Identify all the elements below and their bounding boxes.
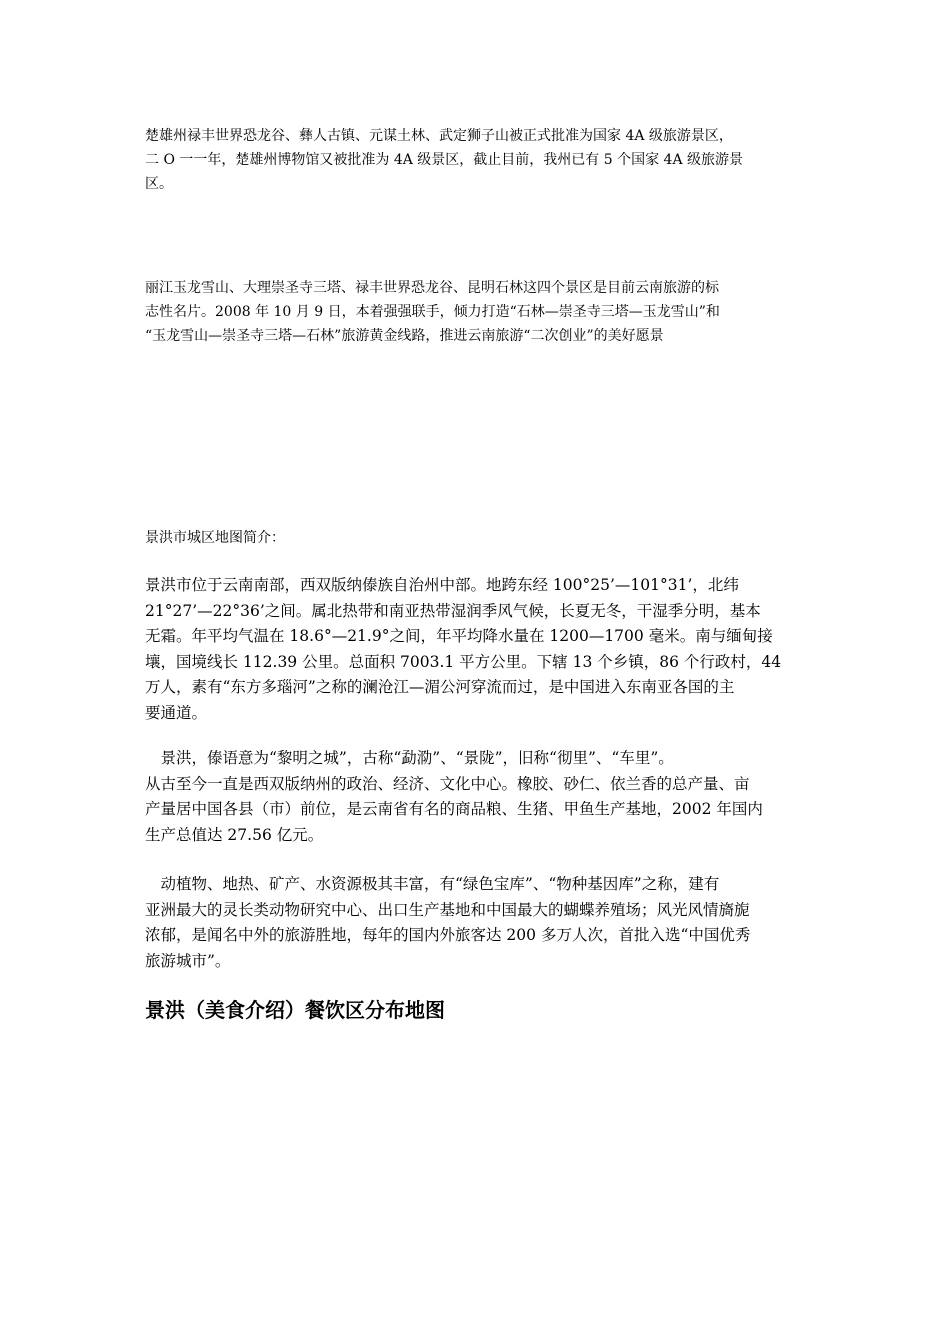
text-line: 景洪，傣语意为“黎明之城”，古称“勐泐”、“景陇”，旧称“彻里”、“车里”。 bbox=[145, 749, 674, 767]
text-line: 景洪市位于云南南部，西双版纳傣族自治州中部。地跨东经 100°25’—101°31’，北纬 bbox=[145, 576, 739, 594]
text-line: 楚雄州禄丰世界恐龙谷、彝人古镇、元谋土林、武定狮子山被正式批准为国家 4A 级旅游景区， bbox=[145, 128, 733, 144]
text-line: 壤，国境线长 112.39 公里。总面积 7003.1 平方公里。下辖 13 个乡镇，86 个行政村，44 bbox=[145, 652, 782, 671]
paragraph-yunnan-golden-route bbox=[145, 276, 815, 348]
section-heading-food-map: 景洪（美食介绍）餐饮区分布地图 bbox=[145, 998, 445, 1022]
text-line: 志性名片。2008 年 10 月 9 日，本着强强联手，倾力打造“石林—崇圣寺三塔—玉龙雪山”和 bbox=[145, 304, 720, 320]
text-line: 万人，素有“东方多瑙河”之称的澜沧江—湄公河穿流而过，是中国进入东南亚各国的主 bbox=[145, 678, 735, 696]
text-line: 动植物、地热、矿产、水资源极其丰富，有“绿色宝库”、“物种基因库”之称，建有 bbox=[145, 875, 720, 893]
text-line: 生产总值达 27.56 亿元。 bbox=[145, 825, 324, 844]
text-line: 亚洲最大的灵长类动物研究中心、出口生产基地和中国最大的蝴蝶养殖场；风光风情旖旎 bbox=[145, 900, 750, 919]
paragraph-jinghong-resources bbox=[145, 872, 815, 974]
text-line: 产量居中国各县（市）前位，是云南省有名的商品粮、生猪、甲鱼生产基地，2002 年国内 bbox=[145, 800, 763, 818]
text-line: 景洪市城区地图简介： bbox=[145, 530, 285, 546]
paragraph-jinghong-geography bbox=[145, 573, 815, 726]
text-line: 区。 bbox=[145, 176, 173, 192]
text-line: 旅游城市”。 bbox=[145, 951, 231, 970]
paragraph-jinghong-history bbox=[145, 746, 815, 848]
paragraph-map-intro-label bbox=[145, 526, 815, 550]
text-line: 21°27’—22°36’之间。属北热带和南亚热带湿润季风气候，长夏无冬，干湿季分明，基本 bbox=[145, 601, 761, 620]
text-line: 要通道。 bbox=[145, 703, 208, 722]
paragraph-chuxiong-4a bbox=[145, 124, 815, 196]
text-line: 二 O 一一年，楚雄州博物馆又被批准为 4A 级景区，截止目前，我州已有 5 个国家 4A 级旅游景 bbox=[145, 152, 744, 168]
text-line: 从古至今一直是西双版纳州的政治、经济、文化中心。橡胶、砂仁、依兰香的总产量、亩 bbox=[145, 774, 750, 793]
text-line: 丽江玉龙雪山、大理崇圣寺三塔、禄丰世界恐龙谷、昆明石林这四个景区是目前云南旅游的标 bbox=[145, 280, 719, 296]
text-line: 无霜。年平均气温在 18.6°—21.9°之间，年平均降水量在 1200—1700 毫米。南与缅甸接 bbox=[145, 627, 773, 645]
text-line: 浓郁，是闻名中外的旅游胜地，每年的国内外旅客达 200 多万人次，首批入选“中国优秀 bbox=[145, 926, 751, 944]
text-line: “玉龙雪山—崇圣寺三塔—石林”旅游黄金线路，推进云南旅游“二次创业”的美好愿景 bbox=[145, 328, 664, 344]
